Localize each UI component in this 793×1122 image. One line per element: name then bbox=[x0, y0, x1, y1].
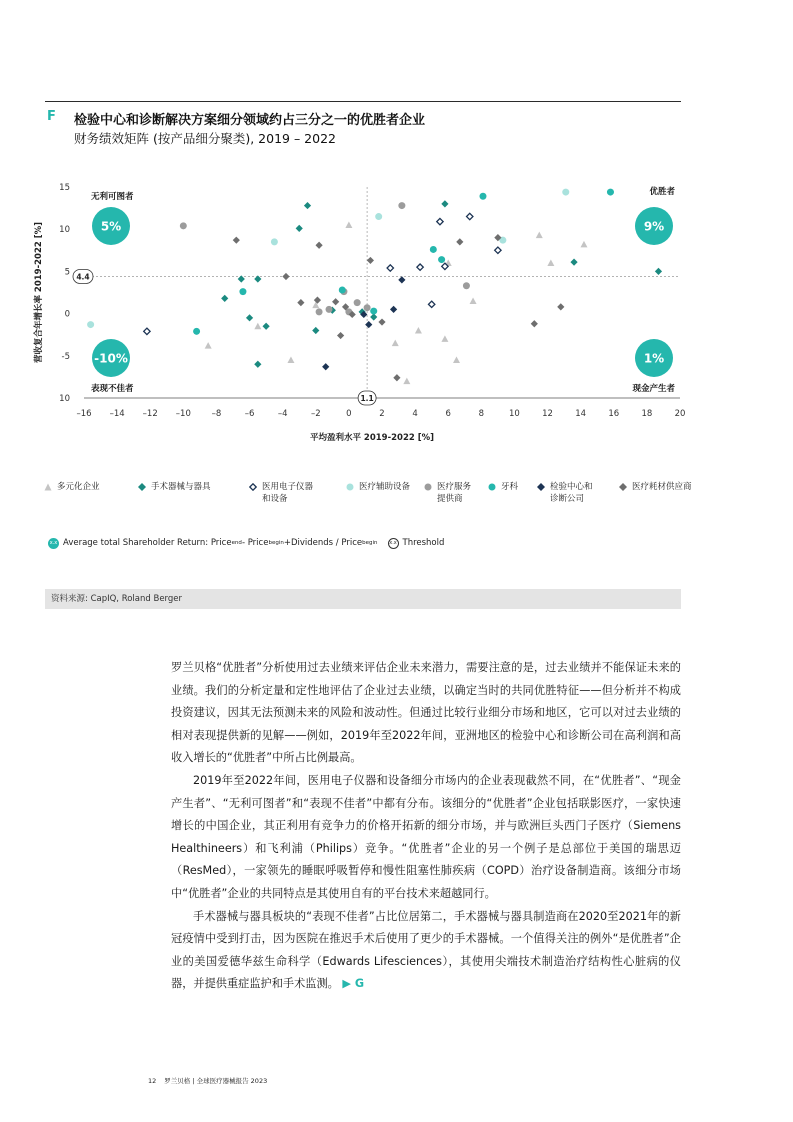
data-point bbox=[393, 374, 400, 381]
data-point bbox=[398, 276, 405, 283]
data-point bbox=[387, 265, 393, 271]
data-point bbox=[221, 295, 228, 302]
data-point bbox=[287, 357, 294, 364]
data-point bbox=[246, 314, 253, 321]
legend-label: 医疗服务 bbox=[437, 482, 472, 492]
tsr-sub-end: end bbox=[231, 540, 242, 546]
quadrant-label: 无利可图者 bbox=[91, 192, 134, 202]
data-point bbox=[296, 225, 303, 232]
data-point bbox=[378, 318, 385, 325]
data-point bbox=[430, 246, 437, 253]
tsr-note bbox=[48, 536, 444, 550]
x-tick-label: 20 bbox=[674, 409, 686, 419]
data-point bbox=[607, 189, 614, 196]
legend-label: 牙科 bbox=[501, 482, 519, 492]
legend-label: 医疗辅助设备 bbox=[359, 482, 411, 492]
next-figure-link[interactable]: ▶ G bbox=[342, 977, 365, 991]
figure-subtitle: 财务绩效矩阵 (按产品细分聚类), 2019 – 2022 bbox=[74, 131, 336, 146]
data-point bbox=[271, 238, 278, 245]
data-point bbox=[415, 327, 422, 334]
x-tick-label: –8 bbox=[211, 409, 222, 419]
diamond-outline-icon bbox=[249, 483, 257, 491]
circle-icon bbox=[488, 483, 496, 491]
y-tick-label: -5 bbox=[61, 351, 70, 362]
legend-label: 医疗耗材供应商 bbox=[632, 482, 692, 492]
x-tick-label: 10 bbox=[509, 409, 520, 419]
x-tick-label: 16 bbox=[608, 409, 620, 419]
quadrant-value: 5% bbox=[100, 219, 122, 234]
x-tick-label: 0 bbox=[346, 409, 352, 419]
data-point bbox=[193, 328, 200, 335]
top-rule bbox=[45, 101, 681, 102]
quadrant-label: 现金产生者 bbox=[632, 384, 675, 394]
x-tick-label: 14 bbox=[575, 409, 587, 419]
quadrant-value: 9% bbox=[643, 219, 665, 234]
data-point bbox=[367, 257, 374, 264]
data-point bbox=[557, 303, 564, 310]
x-tick-label: 2 bbox=[379, 409, 385, 419]
data-point bbox=[456, 238, 463, 245]
legend-item-surgical bbox=[138, 481, 211, 493]
data-point bbox=[470, 297, 477, 304]
threshold-x-label: 1.1 bbox=[360, 394, 374, 403]
legend-item-labs bbox=[537, 481, 593, 505]
legend-item-consumables bbox=[619, 481, 692, 493]
x-tick-label: 6 bbox=[445, 409, 451, 419]
data-point bbox=[87, 321, 94, 328]
circle-icon bbox=[346, 483, 354, 491]
figure-letter: F bbox=[47, 109, 56, 124]
data-point bbox=[180, 222, 187, 229]
y-tick-label: 5 bbox=[64, 267, 70, 278]
threshold-y-label: 4.4 bbox=[76, 272, 90, 282]
y-tick-label: 10 bbox=[59, 225, 70, 236]
data-point bbox=[312, 327, 319, 334]
performance-matrix-chart bbox=[28, 170, 693, 455]
quadrant-value: -10% bbox=[94, 351, 128, 366]
quadrant-value: 1% bbox=[643, 351, 665, 366]
data-point bbox=[239, 288, 246, 295]
data-point bbox=[364, 304, 371, 311]
legend-label-line2: 提供商 bbox=[437, 494, 463, 504]
data-point bbox=[495, 247, 501, 253]
source-text: 资料来源: CapIQ, Roland Berger bbox=[51, 594, 183, 604]
diamond-icon bbox=[537, 483, 545, 491]
data-point bbox=[438, 256, 445, 263]
data-point bbox=[233, 237, 240, 244]
data-point bbox=[570, 259, 577, 266]
legend-item-services bbox=[424, 481, 471, 505]
threshold-text: Threshold bbox=[402, 538, 445, 548]
paragraph-1: 罗兰贝格“优胜者”分析使用过去业绩来评估企业未来潜力，需要注意的是，过去业绩并不能保证未来的业绩。我们的分析定量和定性地评估了企业过去业绩，以确定当时的共同优胜特征——但分析并不构成投资建议，因其无法预测未来的风险和波动性。但通过比较行业细分市场和地区，它可以对过去业绩的相对表现提供新的见解——例如，2019年至2022年间，亚洲地区的检验中心和诊断公司在高利润和高收入增长的“优胜者”中所占比例最高。 bbox=[171, 661, 681, 765]
x-tick-label: –6 bbox=[244, 409, 255, 419]
data-point bbox=[326, 306, 333, 313]
data-point bbox=[205, 342, 212, 349]
footer-text: 罗兰贝格 | 全球医疗器械报告 2023 bbox=[164, 1077, 268, 1085]
diamond-icon bbox=[619, 483, 627, 491]
data-point bbox=[254, 323, 261, 330]
data-point bbox=[428, 301, 434, 307]
data-point bbox=[365, 321, 372, 328]
data-point bbox=[297, 299, 304, 306]
x-tick-label: –12 bbox=[142, 409, 158, 419]
data-point bbox=[345, 221, 352, 228]
figure-title: 检验中心和诊断解决方案细分领域约占三分之一的优胜者企业 bbox=[74, 113, 426, 128]
legend-label-line2: 和设备 bbox=[262, 494, 288, 504]
data-point bbox=[467, 213, 473, 219]
data-point bbox=[354, 299, 361, 306]
tsr-badge-icon: x.x bbox=[48, 538, 59, 549]
data-point bbox=[479, 193, 486, 200]
chart-legend bbox=[44, 481, 694, 511]
data-point bbox=[314, 296, 321, 303]
data-point bbox=[562, 189, 569, 196]
legend-item-electronics bbox=[249, 481, 313, 505]
data-point bbox=[417, 264, 423, 270]
data-point bbox=[547, 259, 554, 266]
data-point bbox=[238, 275, 245, 282]
data-point bbox=[441, 335, 448, 342]
data-point bbox=[370, 308, 377, 315]
data-point bbox=[536, 232, 543, 239]
x-tick-label: –4 bbox=[277, 409, 288, 419]
data-point bbox=[453, 357, 460, 364]
data-point bbox=[304, 202, 311, 209]
quadrant-label: 表现不佳者 bbox=[91, 384, 134, 394]
y-tick-label: 15 bbox=[59, 183, 70, 193]
triangle-icon bbox=[44, 483, 52, 491]
x-tick-label: 4 bbox=[412, 409, 418, 419]
data-point bbox=[263, 323, 270, 330]
data-point bbox=[144, 328, 150, 334]
data-point bbox=[282, 273, 289, 280]
paragraph-3: 手术器械与器具板块的“表现不佳者”占比位居第二，手术器械与器具制造商在2020至2021年的新冠疫情中受到打击，因为医院在推迟手术后使用了更少的手术器械。一个值得关注的例外“是优胜者”企业的美国爱德华兹生命科学（Edwards Lifesciences），其使用尖端技术制造治疗结构性心脏病的仪器，并提供重症监护和手术监测。 bbox=[171, 909, 681, 991]
data-point bbox=[337, 332, 344, 339]
x-tick-label: –16 bbox=[76, 409, 92, 419]
x-tick-label: 8 bbox=[478, 409, 485, 419]
data-point bbox=[655, 268, 662, 275]
data-point bbox=[339, 286, 346, 293]
legend-item-dental bbox=[488, 481, 518, 493]
body-text bbox=[171, 657, 681, 996]
data-point bbox=[403, 378, 410, 385]
legend-label-line2: 诊断公司 bbox=[550, 494, 585, 504]
diamond-icon bbox=[138, 483, 146, 491]
x-axis-label: 平均盈利水平 2019-2022 [%] bbox=[309, 433, 435, 443]
data-point bbox=[531, 320, 538, 327]
y-axis-label: 营收复合年增长率 2019-2022 [%] bbox=[34, 221, 44, 364]
tsr-text-c: +Dividends / Price bbox=[283, 538, 363, 548]
source-bar bbox=[45, 589, 681, 609]
legend-item-aux-devices bbox=[346, 481, 410, 493]
legend-label: 检验中心和 bbox=[550, 482, 593, 492]
x-tick-label: –2 bbox=[310, 409, 321, 419]
data-point bbox=[322, 363, 329, 370]
data-point bbox=[441, 200, 448, 207]
y-tick-label: 10 bbox=[59, 394, 70, 404]
x-tick-label: 18 bbox=[641, 409, 653, 419]
legend-label: 手术器械与器具 bbox=[151, 482, 211, 492]
x-tick-label: –10 bbox=[175, 409, 191, 419]
quadrant-label: 优胜者 bbox=[649, 187, 675, 197]
page-footer bbox=[148, 1076, 267, 1085]
legend-label: 医用电子仪器 bbox=[262, 482, 314, 492]
data-point bbox=[437, 218, 443, 224]
threshold-badge-icon: x.x bbox=[388, 538, 399, 549]
page-number: 12 bbox=[148, 1077, 157, 1085]
data-point bbox=[580, 241, 587, 248]
paragraph-2: 2019年至2022年间，医用电子仪器和设备细分市场内的企业表现截然不同，在“优胜者”、“现金产生者”、“无利可图者”和“表现不佳者”中都有分布。该细分的“优胜者”企业包括联影医疗，一家快速增长的中国企业，其正利用有竞争力的价格开拓新的细分市场，并与欧洲巨头西门子医疗（Siemens Healthineers）和飞利浦（Philips）竞争。“优胜者”企业的另一个例子是总部位于美国的瑞思迈（ResMed），一家领先的睡眠呼吸暂停和慢性阻塞性肺疾病（COPD）治疗设备制造商。该细分市场中“优胜者”企业的共同特点是其使用自有的平台技术来超越同行。 bbox=[171, 773, 681, 900]
data-point bbox=[315, 242, 322, 249]
tsr-text-a: Average total Shareholder Return: Price bbox=[63, 538, 232, 548]
y-tick-label: 0 bbox=[64, 309, 70, 320]
data-point bbox=[332, 298, 339, 305]
legend-item-diversified bbox=[44, 481, 100, 493]
data-point bbox=[390, 306, 397, 313]
legend-label: 多元化企业 bbox=[57, 482, 100, 492]
data-point bbox=[463, 282, 470, 289]
tsr-sub-begin-2: begin bbox=[362, 540, 378, 546]
data-point bbox=[398, 202, 405, 209]
x-tick-label: 12 bbox=[542, 409, 553, 419]
data-point bbox=[392, 340, 399, 347]
data-point bbox=[316, 308, 323, 315]
circle-icon bbox=[424, 483, 432, 491]
tsr-sub-begin: begin bbox=[268, 540, 284, 546]
data-point bbox=[375, 213, 382, 220]
data-point bbox=[254, 361, 261, 368]
tsr-text-b: - Price bbox=[241, 538, 269, 548]
x-tick-label: –14 bbox=[109, 409, 125, 419]
